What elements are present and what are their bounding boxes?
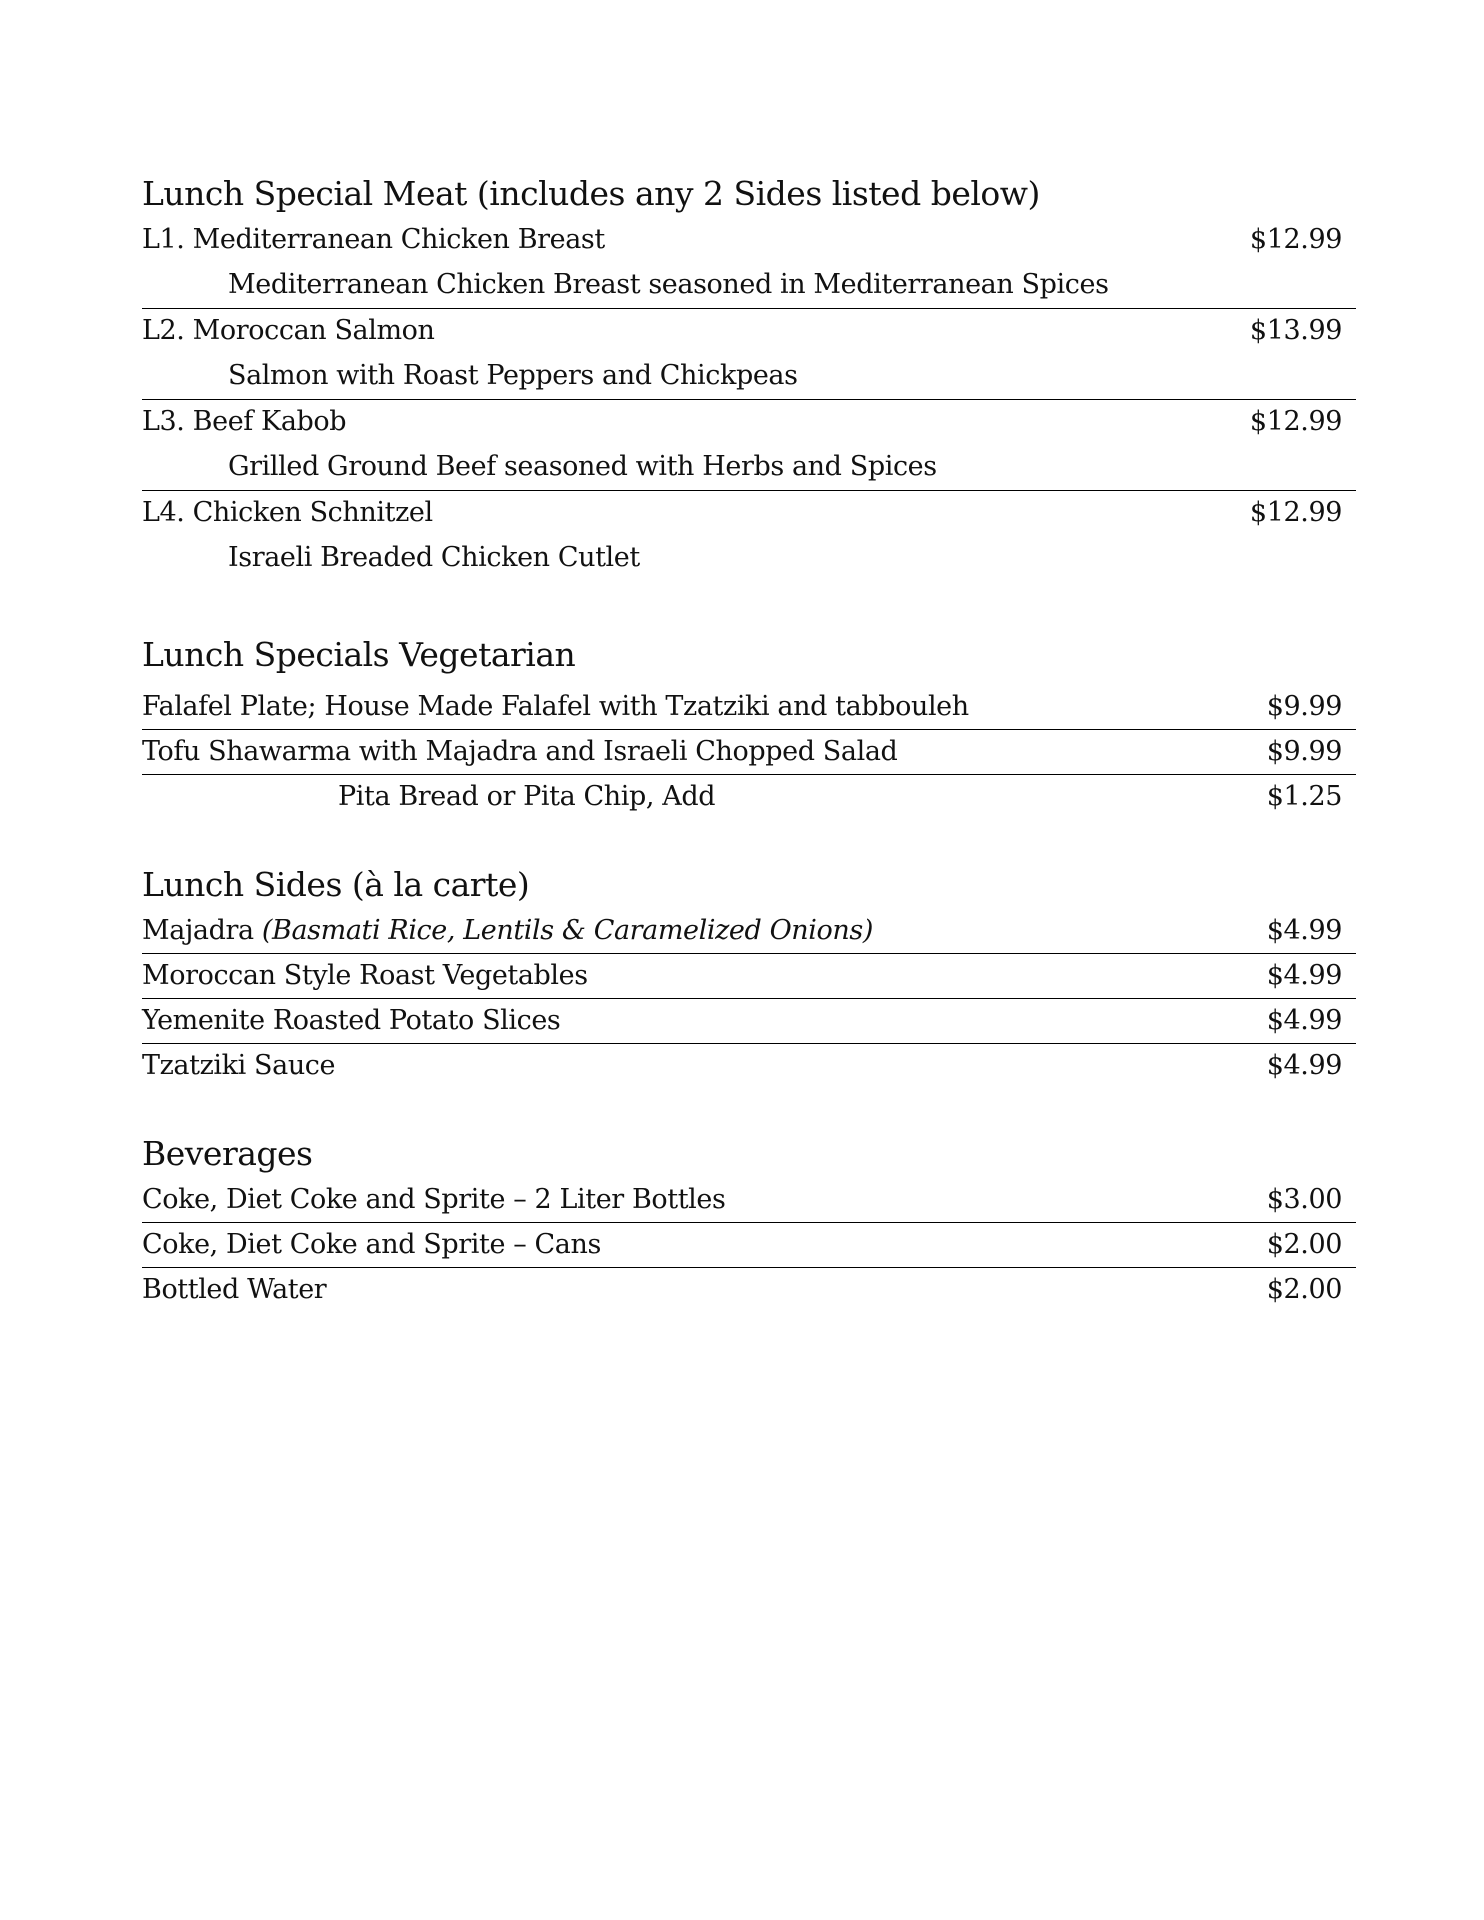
item-price: $4.99 [1266,1050,1342,1081]
menu-item [142,490,1356,581]
menu-item [142,1222,1356,1267]
menu-item [142,218,1356,308]
item-name: Tofu Shawarma with Majadra and Israeli Chopped Salad [142,736,898,767]
section-meat [142,170,1356,581]
item-name: Majadra [142,915,254,946]
item-price: $12.99 [1249,406,1342,437]
item-price: $9.99 [1266,691,1342,722]
item-name: L3. Beef Kabob [142,406,347,437]
item-note: (Basmati Rice, Lentils & Caramelized Onions) [261,915,873,946]
section-title-sides: Lunch Sides (à la carte) [142,865,530,904]
menu-addon [142,774,1356,819]
menu-item [142,399,1356,490]
item-price: $12.99 [1249,497,1342,528]
item-name: Bottled Water [142,1274,327,1305]
item-price: $4.99 [1266,1005,1342,1036]
item-price: $12.99 [1249,224,1342,255]
item-name: Coke, Diet Coke and Sprite – Cans [142,1229,601,1260]
item-price: $4.99 [1266,915,1342,946]
item-description: Mediterranean Chicken Breast seasoned in Mediterranean Spices [228,269,1109,300]
menu-page [142,170,1356,1312]
menu-item [142,909,1356,953]
item-name: Moroccan Style Roast Vegetables [142,960,588,991]
item-price: $4.99 [1266,960,1342,991]
section-title-meat: Lunch Special Meat (includes any 2 Sides listed below) [142,174,1040,213]
item-description: Israeli Breaded Chicken Cutlet [228,542,640,573]
menu-item [142,953,1356,998]
item-name: L1. Mediterranean Chicken Breast [142,224,605,255]
item-price: $2.00 [1266,1229,1342,1260]
menu-item [142,1043,1356,1088]
section-vegetarian [142,631,1356,819]
menu-item [142,1267,1356,1312]
menu-item [142,685,1356,729]
item-price: $9.99 [1266,736,1342,767]
item-price: $13.99 [1249,315,1342,346]
item-name: L2. Moroccan Salmon [142,315,435,346]
section-title-vegetarian: Lunch Specials Vegetarian [142,635,576,674]
item-name: Yemenite Roasted Potato Slices [142,1005,561,1036]
menu-item [142,308,1356,399]
menu-item [142,998,1356,1043]
item-name: Falafel Plate; House Made Falafel with Tzatziki and tabbouleh [142,691,969,722]
section-title-beverages: Beverages [142,1134,313,1173]
menu-item [142,1178,1356,1222]
menu-item [142,729,1356,774]
addon-name: Pita Bread or Pita Chip, Add [338,781,716,812]
item-name: Tzatziki Sauce [142,1050,336,1081]
section-beverages [142,1130,1356,1312]
item-price: $3.00 [1266,1184,1342,1215]
item-name: Coke, Diet Coke and Sprite – 2 Liter Bottles [142,1184,726,1215]
item-description: Grilled Ground Beef seasoned with Herbs and Spices [228,451,937,482]
addon-price: $1.25 [1266,781,1342,812]
section-sides [142,861,1356,1088]
item-description: Salmon with Roast Peppers and Chickpeas [228,360,798,391]
item-name: L4. Chicken Schnitzel [142,497,433,528]
item-price: $2.00 [1266,1274,1342,1305]
